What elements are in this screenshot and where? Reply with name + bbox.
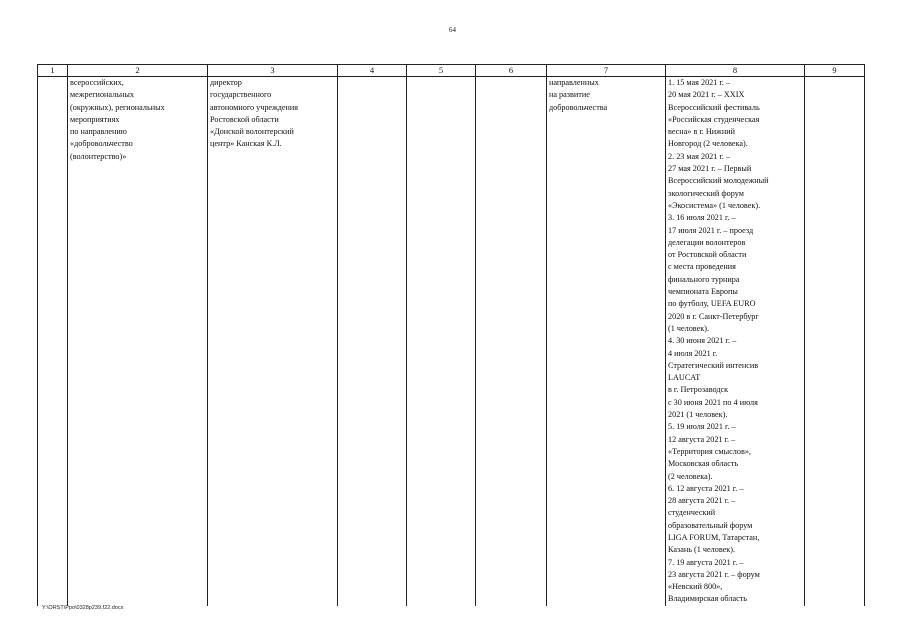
column-header-6: 6 — [476, 65, 547, 77]
activity-table — [37, 64, 865, 606]
cell-col-1 — [38, 77, 68, 606]
purpose-text: направленных на развитие добровольчества — [549, 78, 608, 112]
cell-responsible — [208, 77, 338, 606]
cell-col-5 — [407, 77, 476, 606]
event-name-text: всероссийских, межрегиональных (окружных), региональных мероприятиях по направлению «добровольчество (волонтерство)» — [70, 78, 165, 161]
results-text: 1. 15 мая 2021 г. – 20 мая 2021 г. – XXIX Всероссийский фестиваль «Российская студенческая весна» в г. Нижний Новгород (2 человека). 2. 23 мая 2021 г. – 27 мая 2021 г. – Первый Всероссийский молодежный экологический форум «Экосистема» (1 человек). 3. 16 июля 2021 г. – 17 июля 2021 г. – проезд делегации волонтеров от Ростовской области с места проведения финального турнира чемпионата Европы по футболу, UEFA EURO 2020 в г. Санкт-Петербург (1 человек). 4. 30 июня 2021 г. – 4 июля 2021 г. Стратегический интенсив LAUCAT в г. Петрозаводск с 30 июня 2021 по 4 июля 2021 (1 человек). 5. 19 июля 2021 г. – 12 августа 2021 г. – «Территория смыслов», Московская область (2 человека). 6. 12 августа 2021 г. – 28 августа 2021 г. – студенческий образовательный форум LIGA FORUM, Татарстан, Казань (1 человек). 7. 19 августа 2021 г. – 23 августа 2021 г. – форум «Невский 800», Владимирская область — [668, 78, 769, 604]
column-header-8: 8 — [666, 65, 805, 77]
column-number-row — [38, 65, 865, 77]
column-header-3: 3 — [208, 65, 338, 77]
footer-file-path: Y:\ORST\Ppo\0328p239.f22.docx — [42, 605, 124, 611]
cell-results — [666, 77, 805, 606]
column-header-9: 9 — [805, 65, 865, 77]
column-header-4: 4 — [338, 65, 407, 77]
cell-col-9 — [805, 77, 865, 606]
column-header-5: 5 — [407, 65, 476, 77]
cell-purpose — [547, 77, 666, 606]
responsible-text: директор государственного автономного учреждения Ростовской области «Донской волонтерский центр» Канская К.Л. — [210, 78, 299, 149]
cell-event-name — [68, 77, 208, 606]
column-header-2: 2 — [68, 65, 208, 77]
column-header-7: 7 — [547, 65, 666, 77]
table-row — [38, 77, 865, 606]
column-header-1: 1 — [38, 65, 68, 77]
cell-col-4 — [338, 77, 407, 606]
page-number: 64 — [449, 26, 456, 34]
cell-col-6 — [476, 77, 547, 606]
